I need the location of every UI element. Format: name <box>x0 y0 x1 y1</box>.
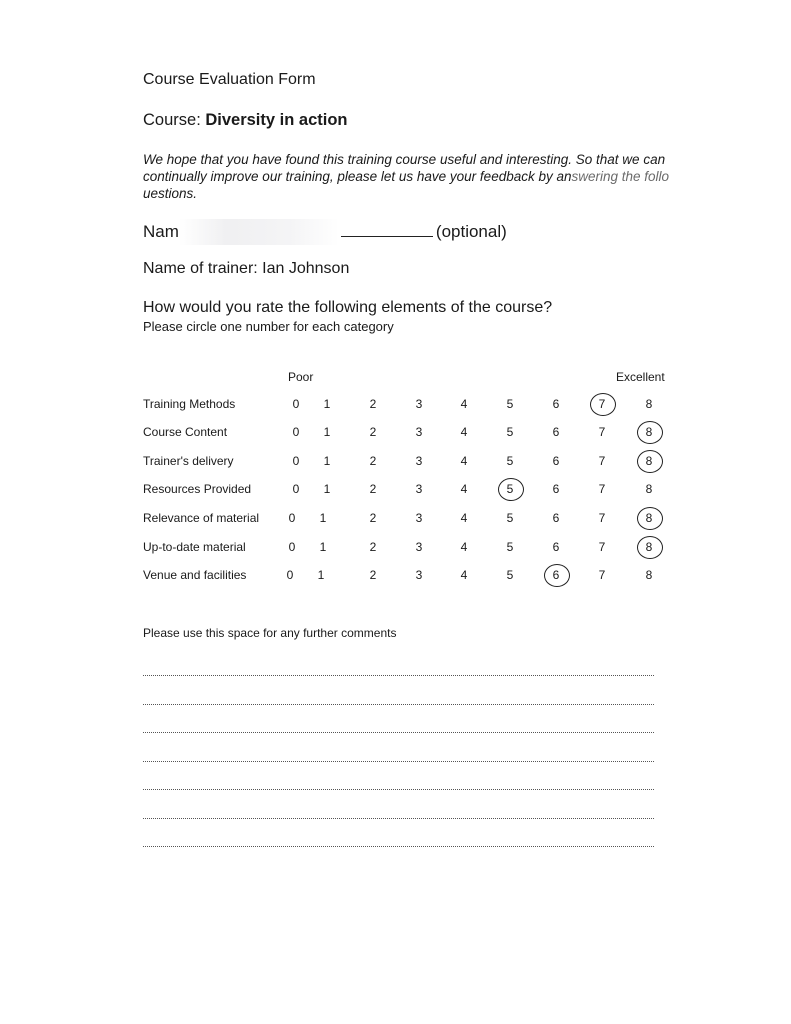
comment-line[interactable] <box>143 818 654 819</box>
intro-smudged-text: swering the follo <box>571 169 670 184</box>
intro-end-text: uestions. <box>143 186 198 201</box>
rating-option-3[interactable]: 3 <box>415 425 423 439</box>
rating-option-8[interactable]: 8 <box>637 511 661 525</box>
rating-option-8[interactable]: 8 <box>637 425 661 439</box>
rating-option-0[interactable]: 0 <box>292 397 300 411</box>
rating-option-1[interactable]: 1 <box>317 568 325 582</box>
rating-option-7[interactable]: 7 <box>590 397 614 411</box>
rating-option-5[interactable]: 5 <box>506 568 514 582</box>
rating-category-label: Up-to-date material <box>143 540 246 554</box>
rating-option-7[interactable]: 7 <box>598 568 606 582</box>
name-blank-line[interactable] <box>341 221 433 237</box>
rating-option-5[interactable]: 5 <box>506 454 514 468</box>
rating-category-label: Relevance of material <box>143 511 260 525</box>
rating-option-8[interactable]: 8 <box>637 540 661 554</box>
comment-line[interactable] <box>143 704 654 705</box>
course-heading <box>143 111 348 130</box>
rating-category-label: Training Methods <box>143 397 236 411</box>
rating-option-5[interactable]: 5 <box>506 425 514 439</box>
rating-option-7[interactable]: 7 <box>598 454 606 468</box>
course-name: Diversity in action <box>205 111 348 129</box>
rating-option-5[interactable]: 5 <box>506 511 514 525</box>
rating-option-6[interactable]: 6 <box>552 397 560 411</box>
rating-option-4[interactable]: 4 <box>460 397 468 411</box>
rating-option-6[interactable]: 6 <box>552 425 560 439</box>
comment-line[interactable] <box>143 789 654 790</box>
rating-option-1[interactable]: 1 <box>319 540 327 554</box>
name-optional-note: (optional) <box>435 222 507 241</box>
comments-label: Please use this space for any further comments <box>143 626 397 640</box>
rating-option-7[interactable]: 7 <box>598 425 606 439</box>
rating-option-7[interactable]: 7 <box>598 540 606 554</box>
comment-line[interactable] <box>143 846 654 847</box>
intro-paragraph <box>143 151 683 202</box>
rating-option-6[interactable]: 6 <box>544 568 568 582</box>
name-field-row <box>143 219 507 245</box>
rating-option-3[interactable]: 3 <box>415 397 423 411</box>
rating-option-5[interactable]: 5 <box>506 397 514 411</box>
rating-option-4[interactable]: 4 <box>460 511 468 525</box>
rating-option-1[interactable]: 1 <box>323 397 331 411</box>
trainer-name: Name of trainer: Ian Johnson <box>143 260 350 277</box>
rating-option-4[interactable]: 4 <box>460 454 468 468</box>
rating-option-1[interactable]: 1 <box>323 454 331 468</box>
intro-text: We hope that you have found this training course useful and interesting. So that we can continually improve our training, please let us have your feedback by an <box>143 152 666 184</box>
scale-high-label: Excellent <box>616 370 665 384</box>
rating-option-7[interactable]: 7 <box>598 482 606 496</box>
rating-option-4[interactable]: 4 <box>460 540 468 554</box>
rating-option-2[interactable]: 2 <box>369 540 377 554</box>
form-title: Course Evaluation Form <box>143 71 316 88</box>
rating-option-0[interactable]: 0 <box>292 425 300 439</box>
rating-option-2[interactable]: 2 <box>369 425 377 439</box>
rating-option-0[interactable]: 0 <box>286 568 294 582</box>
rating-option-4[interactable]: 4 <box>460 482 468 496</box>
rating-option-2[interactable]: 2 <box>369 397 377 411</box>
rating-option-3[interactable]: 3 <box>415 482 423 496</box>
rating-option-5[interactable]: 5 <box>498 482 522 496</box>
rating-option-0[interactable]: 0 <box>292 454 300 468</box>
rating-option-4[interactable]: 4 <box>460 425 468 439</box>
rating-option-2[interactable]: 2 <box>369 454 377 468</box>
rating-option-7[interactable]: 7 <box>598 511 606 525</box>
rating-option-1[interactable]: 1 <box>323 482 331 496</box>
name-label: Nam <box>143 222 179 241</box>
rating-option-5[interactable]: 5 <box>506 540 514 554</box>
rating-category-label: Course Content <box>143 425 228 439</box>
rating-option-2[interactable]: 2 <box>369 511 377 525</box>
rating-option-2[interactable]: 2 <box>369 568 377 582</box>
rating-question: How would you rate the following elements of the course? <box>143 299 553 316</box>
rating-option-8[interactable]: 8 <box>645 568 653 582</box>
rating-category-label: Trainer's delivery <box>143 454 234 468</box>
rating-option-0[interactable]: 0 <box>292 482 300 496</box>
rating-option-8[interactable]: 8 <box>645 397 653 411</box>
rating-option-8[interactable]: 8 <box>645 482 653 496</box>
rating-option-3[interactable]: 3 <box>415 454 423 468</box>
comment-line[interactable] <box>143 732 654 733</box>
rating-option-3[interactable]: 3 <box>415 511 423 525</box>
comment-line[interactable] <box>143 675 654 676</box>
rating-option-1[interactable]: 1 <box>323 425 331 439</box>
rating-option-2[interactable]: 2 <box>369 482 377 496</box>
scale-low-label: Poor <box>288 370 314 384</box>
rating-option-0[interactable]: 0 <box>288 540 296 554</box>
rating-option-1[interactable]: 1 <box>319 511 327 525</box>
rating-option-6[interactable]: 6 <box>552 511 560 525</box>
rating-option-3[interactable]: 3 <box>415 540 423 554</box>
rating-option-3[interactable]: 3 <box>415 568 423 582</box>
rating-option-0[interactable]: 0 <box>288 511 296 525</box>
comment-line[interactable] <box>143 761 654 762</box>
rating-category-label: Venue and facilities <box>143 568 247 582</box>
course-prefix: Course: <box>143 111 206 129</box>
rating-instruction: Please circle one number for each category <box>143 319 394 334</box>
rating-option-6[interactable]: 6 <box>552 540 560 554</box>
rating-option-8[interactable]: 8 <box>637 454 661 468</box>
redacted-name <box>179 219 339 245</box>
rating-category-label: Resources Provided <box>143 482 252 496</box>
rating-option-4[interactable]: 4 <box>460 568 468 582</box>
rating-option-6[interactable]: 6 <box>552 482 560 496</box>
rating-option-6[interactable]: 6 <box>552 454 560 468</box>
